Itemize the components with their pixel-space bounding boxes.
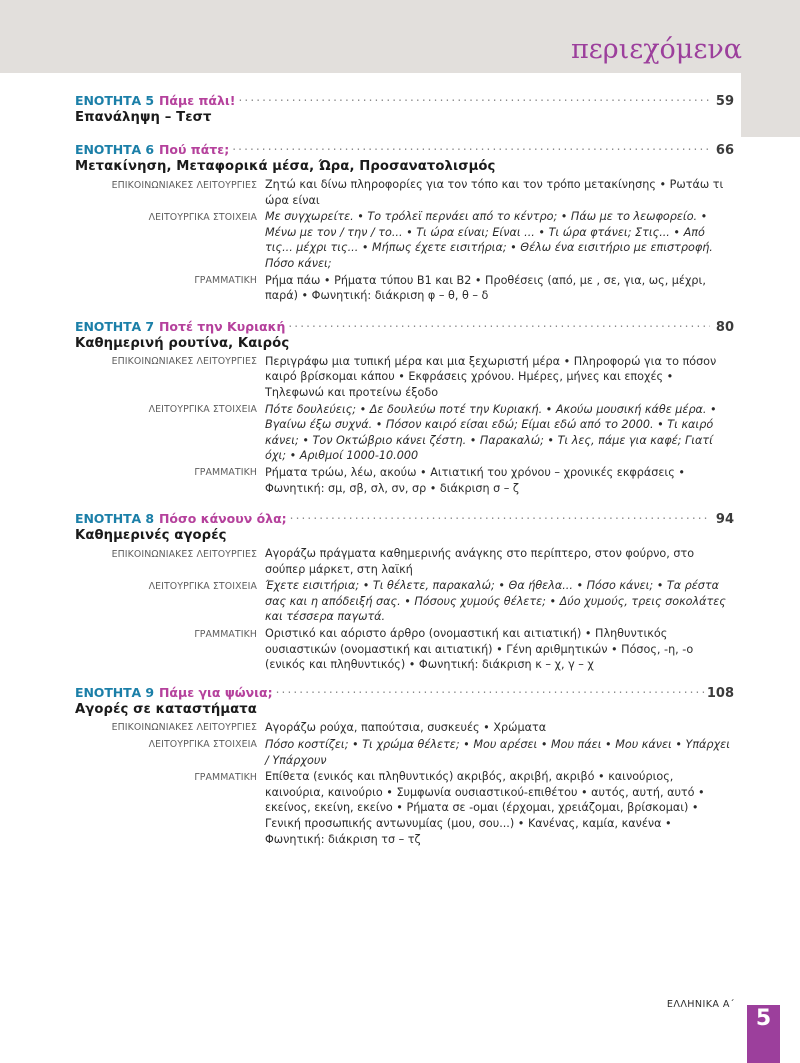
- table-of-contents: [0, 73, 800, 848]
- row-label: ΛΕΙΤΟΥΡΓΙΚΑ ΣΤΟΙΧΕΙΑ: [148, 739, 257, 751]
- toc-row-communicative: [75, 354, 734, 401]
- unit-page-number: 94: [715, 512, 734, 528]
- row-label: ΕΠΙΚΟΙΝΩΝΙΑΚΕΣ ΛΕΙΤΟΥΡΓΙΕΣ: [111, 356, 257, 368]
- row-label: ΕΠΙΚΟΙΝΩΝΙΑΚΕΣ ΛΕΙΤΟΥΡΓΙΕΣ: [111, 722, 257, 734]
- row-value: Οριστικό και αόριστο άρθρο (ονομαστική και αιτιατική) • Πληθυντικός ουσιαστικών (ονομαστική και αιτιατική) • Γένη αριθμητικών • Πόσος, -η, -ο (ενικός και πληθυντικός) • Φωνητική: διάκριση κ – χ, γ – χ: [265, 627, 694, 672]
- dot-leader: [232, 142, 710, 154]
- toc-entry-unit-9[interactable]: [0, 685, 800, 847]
- spacer: [0, 128, 800, 142]
- toc-row-functional: [75, 578, 734, 625]
- row-label: ΓΡΑΜΜΑΤΙΚΗ: [194, 275, 257, 287]
- dot-leader: [290, 511, 710, 523]
- toc-row-communicative: [75, 720, 734, 736]
- unit-name: Πού πάτε;: [158, 142, 230, 157]
- dot-leader: [238, 93, 710, 105]
- row-label: ΓΡΑΜΜΑΤΙΚΗ: [194, 771, 257, 783]
- toc-row-functional: [75, 737, 734, 768]
- toc-row-communicative: [75, 546, 734, 577]
- page-number: 5: [755, 1006, 772, 1031]
- row-value: Περιγράφω μια τυπική μέρα και μια ξεχωριστή μέρα • Πληροφορώ για το πόσον καιρό βρίσκομαι κάπου • Εκφράσεις χρόνου. Ημέρες, μήνες και εποχές • Τηλεφωνώ και προτείνω έξοδο: [265, 354, 717, 399]
- row-value: Πότε δουλεύεις; • Δε δουλεύω ποτέ την Κυριακή. • Ακούω μουσική κάθε μέρα. • Βγαίνω έξω συχνά. • Πόσον καιρό είσαι εδώ; Είμαι εδώ από το 2000. • Τι καιρό κάνει; • Τον Οκτώβριο κάνει ζέστη. • Παρακαλώ; • Τι λες, πάμε για καφέ; Γιατί όχι; • Αριθμοί 1000-10.000: [265, 402, 717, 463]
- unit-title-line: [75, 319, 734, 335]
- toc-row-grammar: [75, 273, 734, 304]
- unit-title-line: [75, 93, 734, 109]
- row-label: ΛΕΙΤΟΥΡΓΙΚΑ ΣΤΟΙΧΕΙΑ: [148, 211, 257, 223]
- unit-subtitle: Μετακίνηση, Μεταφορικά μέσα, Ώρα, Προσανατολισμός: [75, 159, 496, 174]
- unit-label: ΕΝΟΤΗΤΑ 9: [75, 684, 154, 700]
- row-value: Με συγχωρείτε. • Το τρόλεϊ περνάει από το κέντρο; • Πάω με το λεωφορείο. • Μένω με τον / την / το... • Τι ώρα είναι; Είναι ... • Τι ώρα φτάνει; Στις... • Από τις... μέχρι τις... • Μήπως έχετε εισιτήρια; • Θέλω ένα εισιτήριο με επιστροφή. Πόσο κάνει;: [265, 210, 713, 270]
- row-label: ΕΠΙΚΟΙΝΩΝΙΑΚΕΣ ΛΕΙΤΟΥΡΓΙΕΣ: [111, 179, 257, 191]
- row-value: Αγοράζω ρούχα, παπούτσια, συσκευές • Χρώματα: [265, 720, 547, 734]
- unit-name: Πόσο κάνουν όλα;: [158, 511, 287, 527]
- unit-title-line: [75, 685, 734, 701]
- unit-label: ΕΝΟΤΗΤΑ 7: [75, 318, 154, 334]
- toc-row-functional: [75, 402, 734, 464]
- toc-row-functional: [75, 209, 734, 271]
- row-label: ΕΠΙΚΟΙΝΩΝΙΑΚΕΣ ΛΕΙΤΟΥΡΓΙΕΣ: [111, 548, 257, 560]
- unit-title-line: [75, 142, 734, 158]
- spacer: [0, 497, 800, 511]
- unit-page-number: 80: [715, 319, 734, 335]
- unit-subtitle: Επανάληψη – Τεστ: [75, 110, 212, 125]
- toc-row-communicative: [75, 177, 734, 208]
- row-value: Ρήμα πάω • Ρήματα τύπου Β1 και Β2 • Προθέσεις (από, με , σε, για, ως, μέχρι, παρά) • Φωνητική: διάκριση φ – θ, θ – δ: [265, 273, 706, 303]
- row-label: ΓΡΑΜΜΑΤΙΚΗ: [194, 467, 257, 479]
- row-value: Ρήματα τρώω, λέω, ακούω • Αιτιατική του χρόνου – χρονικές εκφράσεις • Φωνητική: σμ, σβ, σλ, σν, σρ • διάκριση σ – ζ: [265, 465, 685, 495]
- unit-page-number: 108: [706, 685, 734, 701]
- page-number-tab: [747, 1005, 780, 1063]
- unit-page-number: 59: [715, 94, 734, 109]
- unit-subtitle: Καθημερινές αγορές: [75, 528, 227, 544]
- footer-book-label: ΕΛΛΗΝΙΚΑ Α΄: [666, 999, 735, 1010]
- row-value: Ζητώ και δίνω πληροφορίες για τον τόπο και τον τρόπο μετακίνησης • Ρωτάω τι ώρα είναι: [265, 178, 724, 207]
- toc-row-grammar: [75, 626, 734, 673]
- row-value: Έχετε εισιτήρια; • Τι θέλετε, παρακαλώ; • Θα ήθελα... • Πόσο κάνει; • Τα ρέστα σας και η απόδειξή σας. • Πόσους χυμούς θέλετε; • Δύο χυμούς, τρεις σοκολάτες και τέσσερα παγωτά.: [265, 579, 726, 624]
- unit-title-line: [75, 511, 734, 527]
- unit-label: ΕΝΟΤΗΤΑ 8: [75, 511, 154, 527]
- row-value: Πόσο κοστίζει; • Τι χρώμα θέλετε; • Μου αρέσει • Μου πάει • Μου κάνει • Υπάρχει / Υπάρχουν: [265, 737, 730, 767]
- row-label: ΛΕΙΤΟΥΡΓΙΚΑ ΣΤΟΙΧΕΙΑ: [148, 404, 257, 416]
- toc-entry-unit-8[interactable]: [0, 511, 800, 673]
- spacer: [0, 305, 800, 319]
- page-title: περιεχόμενα: [571, 34, 742, 65]
- row-value: Επίθετα (ενικός και πληθυντικός) ακριβός, ακριβή, ακριβό • καινούριος, καινούρια, καινούριο • Συμφωνία ουσιαστικού-επιθέτου • αυτός, αυτή, αυτό • εκείνος, εκείνη, εκείνο • Ρήματα σε -ομαι (έρχομαι, χρειάζομαι, βρίσκομαι) • Γενική προσωπικής αντωνυμίας (μου, σου...) • Κανένας, καμία, κανένα • Φωνητική: διάκριση τσ – τζ: [265, 770, 705, 846]
- unit-page-number: 66: [715, 143, 734, 158]
- spacer: [0, 674, 800, 685]
- unit-name: Πάμε για ψώνια;: [158, 684, 273, 700]
- dot-leader: [288, 319, 710, 331]
- toc-entry-unit-5[interactable]: [0, 73, 800, 125]
- row-label: ΓΡΑΜΜΑΤΙΚΗ: [194, 628, 257, 640]
- row-value: Αγοράζω πράγματα καθημερινής ανάγκης στο περίπτερο, στον φούρνο, στο σούπερ μάρκετ, στη λαϊκή: [265, 547, 695, 576]
- unit-subtitle: Αγορές σε καταστήματα: [75, 701, 257, 717]
- unit-name: Πάμε πάλι!: [158, 93, 236, 108]
- unit-label: ΕΝΟΤΗΤΑ 5: [75, 93, 154, 108]
- unit-label: ΕΝΟΤΗΤΑ 6: [75, 142, 154, 157]
- toc-entry-unit-7[interactable]: [0, 319, 800, 496]
- toc-entry-unit-6[interactable]: [0, 142, 800, 304]
- unit-subtitle: Καθημερινή ρουτίνα, Καιρός: [75, 335, 290, 351]
- toc-row-grammar: [75, 769, 734, 847]
- unit-name: Ποτέ την Κυριακή: [158, 318, 286, 334]
- row-label: ΛΕΙΤΟΥΡΓΙΚΑ ΣΤΟΙΧΕΙΑ: [148, 580, 257, 592]
- dot-leader: [276, 685, 705, 697]
- toc-row-grammar: [75, 465, 734, 496]
